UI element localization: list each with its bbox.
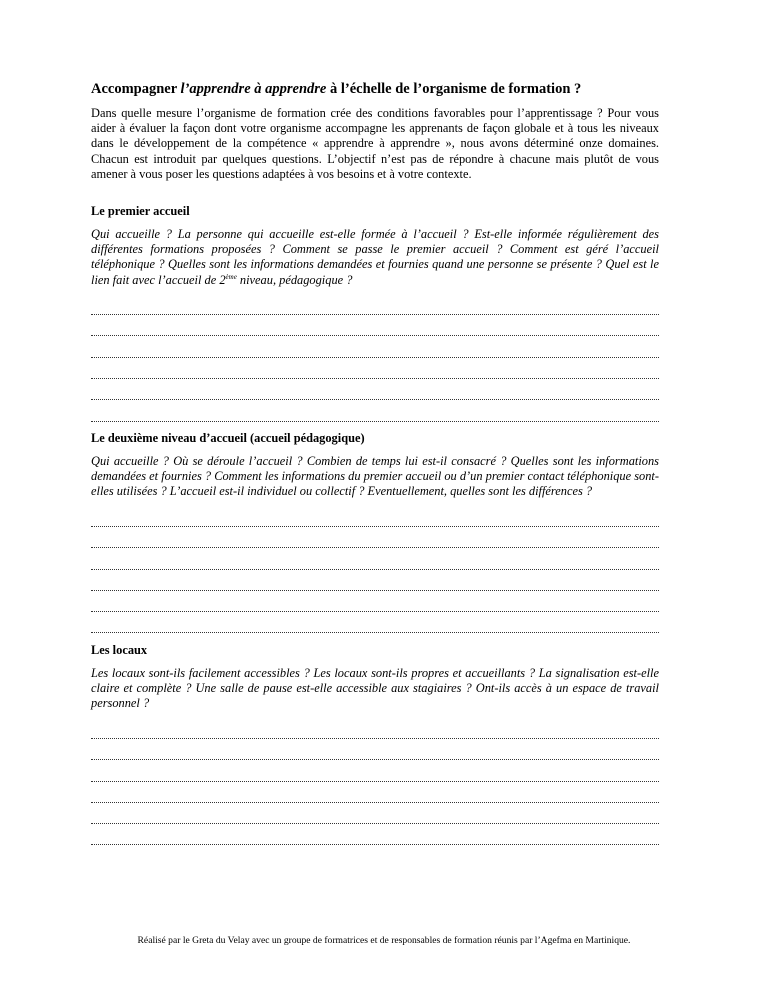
answer-line[interactable] xyxy=(91,612,659,633)
page-title xyxy=(91,80,659,98)
section-questions: Les locaux sont-ils facilement accessibles ? Les locaux sont-ils propres et accueillants ? La signalisation est-elle claire et complète ? Une salle de pause est-elle accessible aux stagiaires ? Ont-ils accès à un espace de travail personnel ? xyxy=(91,666,659,711)
answer-line[interactable] xyxy=(91,760,659,781)
section-questions xyxy=(91,227,659,288)
intro-paragraph: Dans quelle mesure l’organisme de formation crée des conditions favorables pour l’apprentissage ? Pour vous aider à évaluer la façon dont votre organisme accompagne les apprenants de façon globale et à tous les niveaux dans le développement de la compétence « apprendre à apprendre », nous avons déterminé onze domaines. Chacun est introduit par quelques questions. L’objectif n’est pas de répondre à chacune mais plutôt de vous amener à vous poser les questions adaptées à vos besoins et à votre contexte. xyxy=(91,106,659,181)
section-premier-accueil xyxy=(91,204,659,422)
questions-text: Qui accueille ? La personne qui accueille est-elle formée à l’accueil ? Est-elle informée régulièrement des différentes formations proposées ? Comment se passe le premier accueil ? Comment est géré l’accueil téléphonique ? Quelles sont les informations demandées et fournies quand une personne se présente ? Quel est le lien fait avec l’accueil de 2 xyxy=(91,227,659,287)
page-footer: Réalisé par le Greta du Velay avec un groupe de formatrices et de responsables de formation réunis par l’Agefma en Martinique. xyxy=(137,935,631,946)
answer-area[interactable] xyxy=(91,718,659,846)
answer-line[interactable] xyxy=(91,294,659,315)
answer-line[interactable] xyxy=(91,336,659,357)
title-part-italic: l’apprendre à apprendre xyxy=(180,81,327,97)
questions-text-end: niveau, pédagogique ? xyxy=(236,272,353,287)
answer-line[interactable] xyxy=(91,527,659,548)
answer-line[interactable] xyxy=(91,803,659,824)
title-part-3: à l’échelle de l’organisme de formation ? xyxy=(326,81,582,97)
title-part-1: Accompagner xyxy=(91,81,181,97)
answer-line[interactable] xyxy=(91,718,659,739)
answer-line[interactable] xyxy=(91,591,659,612)
answer-line[interactable] xyxy=(91,506,659,527)
answer-line[interactable] xyxy=(91,782,659,803)
answer-line[interactable] xyxy=(91,739,659,760)
document-header xyxy=(91,80,659,182)
answer-line[interactable] xyxy=(91,315,659,336)
section-heading: Les locaux xyxy=(91,643,148,657)
section-deuxieme-accueil xyxy=(91,431,659,633)
answer-area[interactable] xyxy=(91,294,659,422)
answer-line[interactable] xyxy=(91,379,659,400)
answer-line[interactable] xyxy=(91,400,659,421)
section-questions: Qui accueille ? Où se déroule l’accueil ? Combien de temps lui est-il consacré ? Quelles sont les informations demandées et fournies ? Comment les informations du premier accueil ou d’un premier contact téléphonique sont-elles utilisées ? L’accueil est-il individuel ou collectif ? Eventuellement, quelles sont les différences ? xyxy=(91,454,659,499)
ordinal-superscript: ème xyxy=(225,272,237,281)
answer-line[interactable] xyxy=(91,358,659,379)
section-heading: Le premier accueil xyxy=(91,204,190,218)
answer-line[interactable] xyxy=(91,548,659,569)
section-heading: Le deuxième niveau d’accueil (accueil pédagogique) xyxy=(91,431,365,445)
answer-line[interactable] xyxy=(91,824,659,845)
answer-area[interactable] xyxy=(91,506,659,634)
answer-line[interactable] xyxy=(91,570,659,591)
section-locaux xyxy=(91,643,659,845)
